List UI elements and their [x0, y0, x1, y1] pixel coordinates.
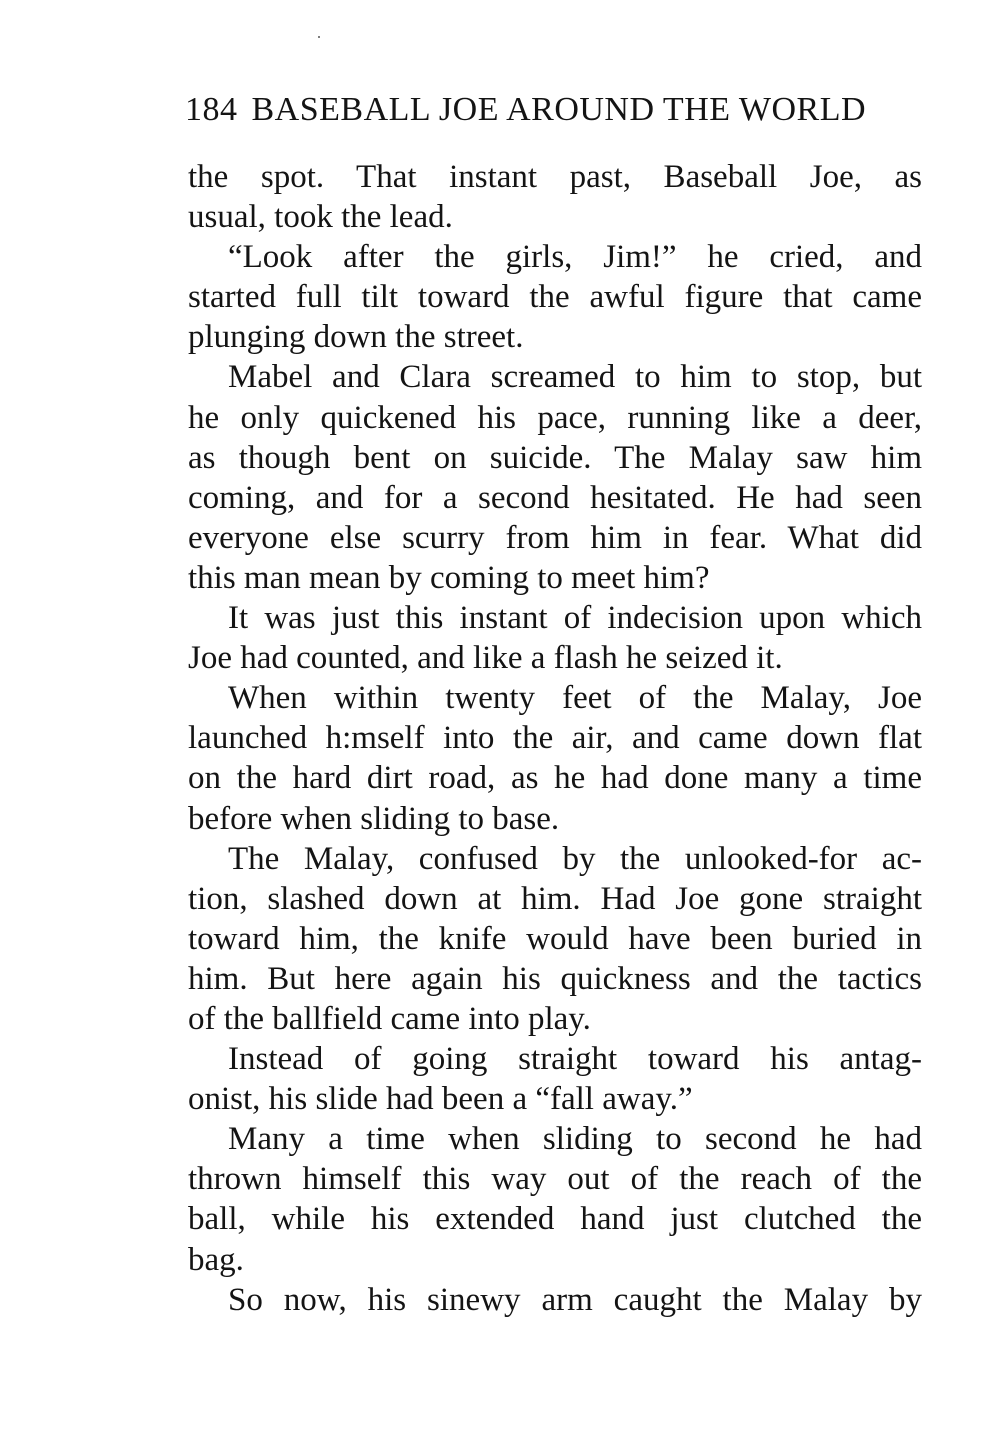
text-line: this man mean by coming to meet him? — [188, 559, 710, 596]
text-line: ball, while his extended hand just clutched the — [188, 1201, 922, 1238]
page-number: 184 — [185, 91, 238, 128]
text-line: “Look after the girls, Jim!” he cried, and — [228, 239, 922, 276]
text-line: Many a time when sliding to second he had — [228, 1121, 922, 1158]
text-line: thrown himself this way out of the reach of the — [188, 1161, 922, 1198]
text-line: Joe had counted, and like a flash he seized it. — [188, 640, 783, 677]
text-line: When within twenty feet of the Malay, Joe — [228, 680, 922, 717]
text-line: started full tilt toward the awful figure that came — [188, 279, 922, 316]
text-line: everyone else scurry from him in fear. What did — [188, 519, 922, 556]
text-line: coming, and for a second hesitated. He had seen — [188, 479, 922, 516]
text-line: launched h:mself into the air, and came down flat — [188, 720, 922, 757]
text-line: plunging down the street. — [188, 319, 524, 356]
text-line: bag. — [188, 1241, 244, 1278]
text-line: Instead of going straight toward his antag- — [228, 1041, 922, 1078]
text-line: on the hard dirt road, as he had done many a time — [188, 760, 922, 797]
text-line: Mabel and Clara screamed to him to stop, but — [228, 359, 922, 396]
body-text — [188, 157, 922, 1320]
text-line: usual, took the lead. — [188, 199, 453, 236]
text-line: So now, his sinewy arm caught the Malay by — [228, 1281, 922, 1318]
text-line: him. But here again his quickness and the tactics — [188, 960, 922, 997]
text-line: the spot. That instant past, Baseball Joe, as — [188, 159, 922, 195]
text-line: as though bent on suicide. The Malay saw him — [188, 439, 922, 476]
ink-speck — [318, 36, 320, 38]
text-line: before when sliding to base. — [188, 800, 560, 837]
text-line: he only quickened his pace, running like a deer, — [188, 399, 922, 436]
running-head — [185, 88, 905, 132]
text-line: of the ballfield came into play. — [188, 1000, 591, 1037]
running-title: BASEBALL JOE AROUND THE WORLD — [251, 91, 867, 128]
text-line: onist, his slide had been a “fall away.” — [188, 1081, 693, 1118]
text-line: It was just this instant of indecision upon which — [228, 600, 922, 637]
text-line: toward him, the knife would have been buried in — [188, 920, 922, 957]
text-line: tion, slashed down at him. Had Joe gone straight — [188, 880, 922, 917]
text-line: The Malay, confused by the unlooked-for ac- — [228, 840, 922, 877]
